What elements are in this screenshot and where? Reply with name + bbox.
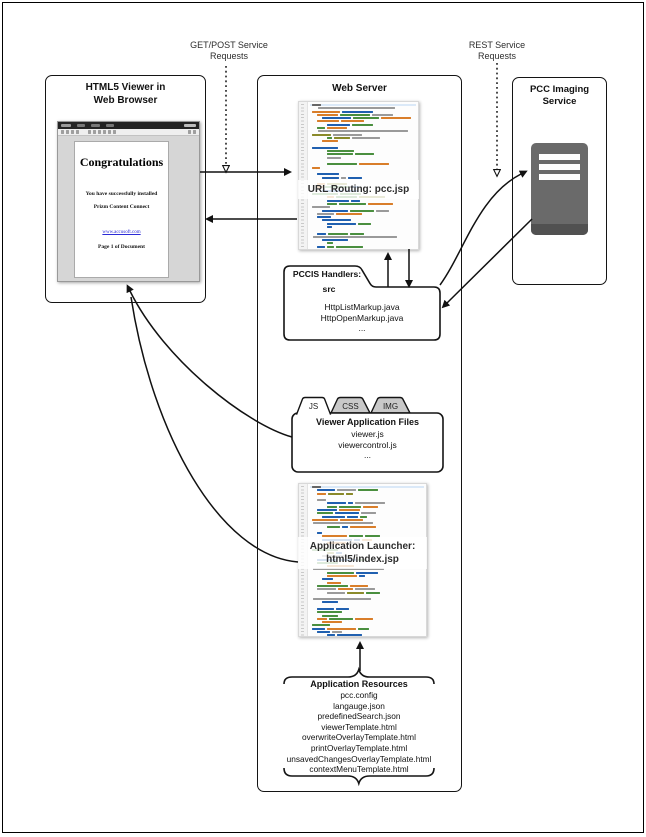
list-item: HttpOpenMarkup.java xyxy=(320,312,404,323)
rest-label: REST Service Requests xyxy=(468,40,526,61)
list-item: predefinedSearch.json xyxy=(317,711,401,722)
list-item: viewercontrol.js xyxy=(338,439,397,450)
url-routing-label: URL Routing: pcc.jsp xyxy=(298,180,419,199)
list-item: viewer.js xyxy=(351,429,384,439)
tab-img: IMG xyxy=(382,402,399,411)
app-launcher-label: Application Launcher: html5/index.jsp xyxy=(298,537,427,569)
list-item: HttpListMarkup.java xyxy=(324,302,400,312)
list-item: langauge.json xyxy=(333,700,385,711)
html5-viewer-title: HTML5 Viewer in Web Browser xyxy=(85,82,166,106)
pcc-imaging-title: PCC Imaging Service xyxy=(529,84,590,107)
web-server-title: Web Server xyxy=(332,83,387,94)
doc-line: Prizm Content Connect xyxy=(93,204,150,210)
list-item: pcc.config xyxy=(340,690,378,700)
pccis-tab-label: PCCIS Handlers: xyxy=(292,269,362,279)
app-resources-title: Application Resources xyxy=(310,679,408,689)
list-item: unsavedChangesOverlayTemplate.html xyxy=(286,753,432,764)
doc-line: You have successfully installed xyxy=(85,191,158,197)
app-resources-list xyxy=(259,690,459,775)
tab-css: CSS xyxy=(342,402,359,411)
pccis-src-label: src xyxy=(322,284,336,294)
viewer-files-title: Viewer Application Files xyxy=(315,417,420,427)
viewer-files-list xyxy=(292,429,443,461)
list-item: ... xyxy=(358,323,366,333)
accusoft-link[interactable]: www.accusoft.com xyxy=(102,230,141,235)
doc-heading: Congratulations xyxy=(79,155,164,169)
pccis-files-list xyxy=(284,302,440,334)
tab-js: JS xyxy=(308,402,319,411)
list-item: overwriteOverlayTemplate.html xyxy=(302,732,416,743)
doc-footer: Page 1 of Document xyxy=(98,244,145,250)
list-item: contextMenuTemplate.html xyxy=(309,764,409,775)
list-item: viewerTemplate.html xyxy=(321,721,397,732)
get-post-label: GET/POST Service Requests xyxy=(190,40,268,61)
list-item: ... xyxy=(363,450,372,460)
list-item: printOverlayTemplate.html xyxy=(310,742,408,753)
